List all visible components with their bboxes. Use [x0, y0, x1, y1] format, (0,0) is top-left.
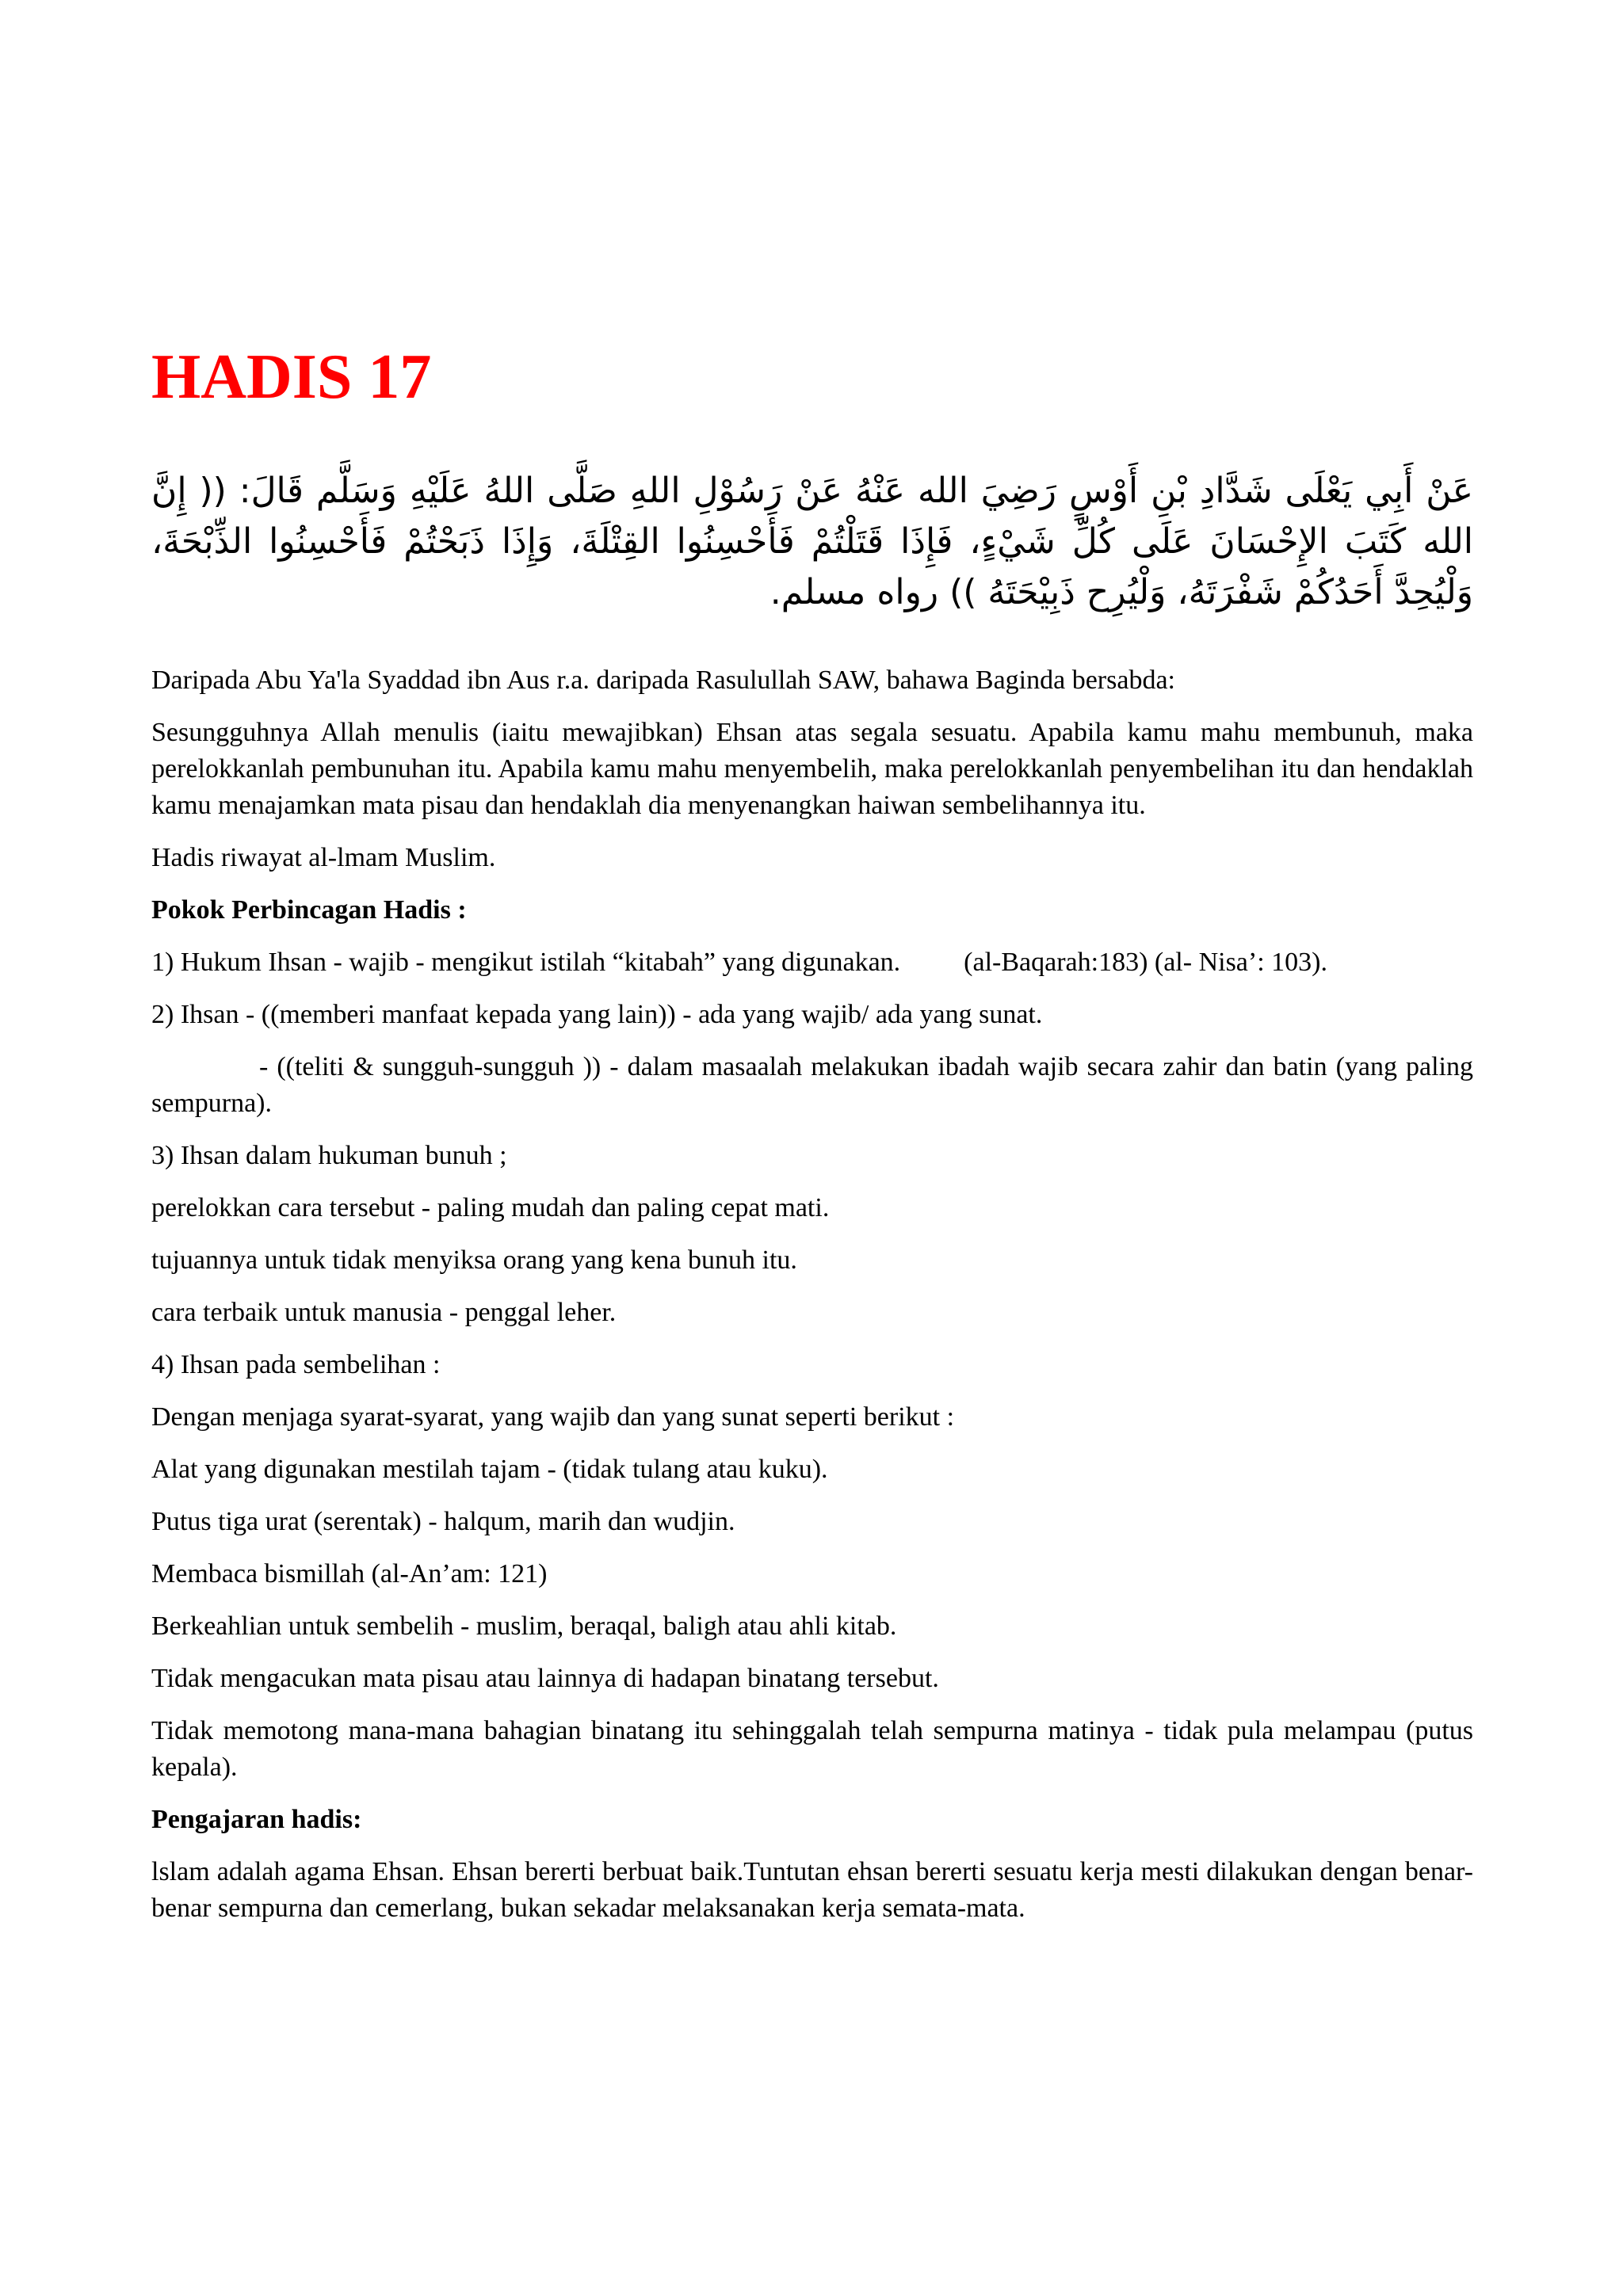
- point-2: 2) Ihsan - ((memberi manfaat kepada yang lain)) - ada yang wajib/ ada yang sunat.: [151, 1000, 1043, 1029]
- point-4-c: Membaca bismillah (al-An’am: 121): [151, 1559, 548, 1589]
- point-4-b: Putus tiga urat (serentak) - halqum, marih dan wudjin.: [151, 1507, 735, 1536]
- point-1: [151, 944, 1473, 981]
- discussion-heading: Pokok Perbincagan Hadis :: [151, 895, 467, 925]
- translation-body: Sesungguhnya Allah menulis (iaitu mewajibkan) Ehsan atas segala sesuatu. Apabila kamu mahu membunuh, maka perelokkanlah pembunuhan itu. Apabila kamu mahu menyembelih, maka perelokkanlah penyembelihan itu dan hendaklah kamu menajamkan mata pisau dan hendaklah dia menyenangkan haiwan sembelihannya itu.: [151, 718, 1473, 820]
- point-3-b: tujuannya untuk tidak menyiksa orang yang kena bunuh itu.: [151, 1245, 797, 1275]
- point-4-a: Alat yang digunakan mestilah tajam - (tidak tulang atau kuku).: [151, 1455, 828, 1484]
- narration-note: Hadis riwayat al-lmam Muslim.: [151, 843, 496, 872]
- point-3: 3) Ihsan dalam hukuman bunuh ;: [151, 1141, 507, 1170]
- point-2-sub: - ((teliti & sungguh-sungguh )) - dalam masaalah melakukan ibadah wajib secara zahir dan batin (yang paling sempurna).: [151, 1052, 1473, 1118]
- lesson-heading: Pengajaran hadis:: [151, 1805, 362, 1834]
- lesson-body: lslam adalah agama Ehsan. Ehsan bererti berbuat baik.Tuntutan ehsan bererti sesuatu kerja mesti dilakukan dengan benar-benar sempurna dan cemerlang, bukan sekadar melaksanakan kerja semata-mata.: [151, 1857, 1473, 1923]
- arabic-hadith-text: عَنْ أَبِي يَعْلَى شَدَّادِ بْنِ أَوْسٍ رَضِيَ الله عَنْهُ عَنْ رَسُوْلِ اللهِ صَلَّى اللهُ عَلَيْهِ وَسَلَّم قَالَ: (( إِنَّ الله كَتَبَ الإِحْسَانَ عَلَى كُلِّ شَيْءٍ، فَإِذَا قَتَلْتُمْ فَأَحْسِنُوا القِتْلَةَ، وَإِذَا ذَبَحْتُمْ فَأَحْسِنُوا الذِّبْحَةَ، وَلْيُحِدَّ أَحَدُكُمْ شَفْرَتَهُ، وَلْيُرِح ذَبِيْحَتَهُ )) رواه مسلم.: [151, 471, 1473, 612]
- hadith-title: HADIS 17: [151, 342, 432, 412]
- point-4-d: Berkeahlian untuk sembelih - muslim, beraqal, baligh atau ahli kitab.: [151, 1611, 897, 1641]
- point-1-main: 1) Hukum Ihsan - wajib - mengikut istilah “kitabah” yang digunakan.: [151, 948, 901, 977]
- point-4-intro: Dengan menjaga syarat-syarat, yang wajib dan yang sunat seperti berikut :: [151, 1402, 955, 1432]
- point-4-e: Tidak mengacukan mata pisau atau lainnya di hadapan binatang tersebut.: [151, 1664, 939, 1693]
- point-4: 4) Ihsan pada sembelihan :: [151, 1350, 441, 1379]
- point-3-a: perelokkan cara tersebut - paling mudah dan paling cepat mati.: [151, 1193, 830, 1222]
- document-body: [151, 662, 1473, 1943]
- translation-intro: Daripada Abu Ya'la Syaddad ibn Aus r.a. daripada Rasulullah SAW, bahawa Baginda bersabda:: [151, 666, 1175, 695]
- point-3-c: cara terbaik untuk manusia - penggal leher.: [151, 1298, 617, 1327]
- point-4-f: Tidak memotong mana-mana bahagian binatang itu sehinggalah telah sempurna matinya - tidak pula melampau (putus kepala).: [151, 1716, 1473, 1782]
- point-1-reference: (al-Baqarah:183) (al- Nisa’: 103).: [964, 948, 1327, 977]
